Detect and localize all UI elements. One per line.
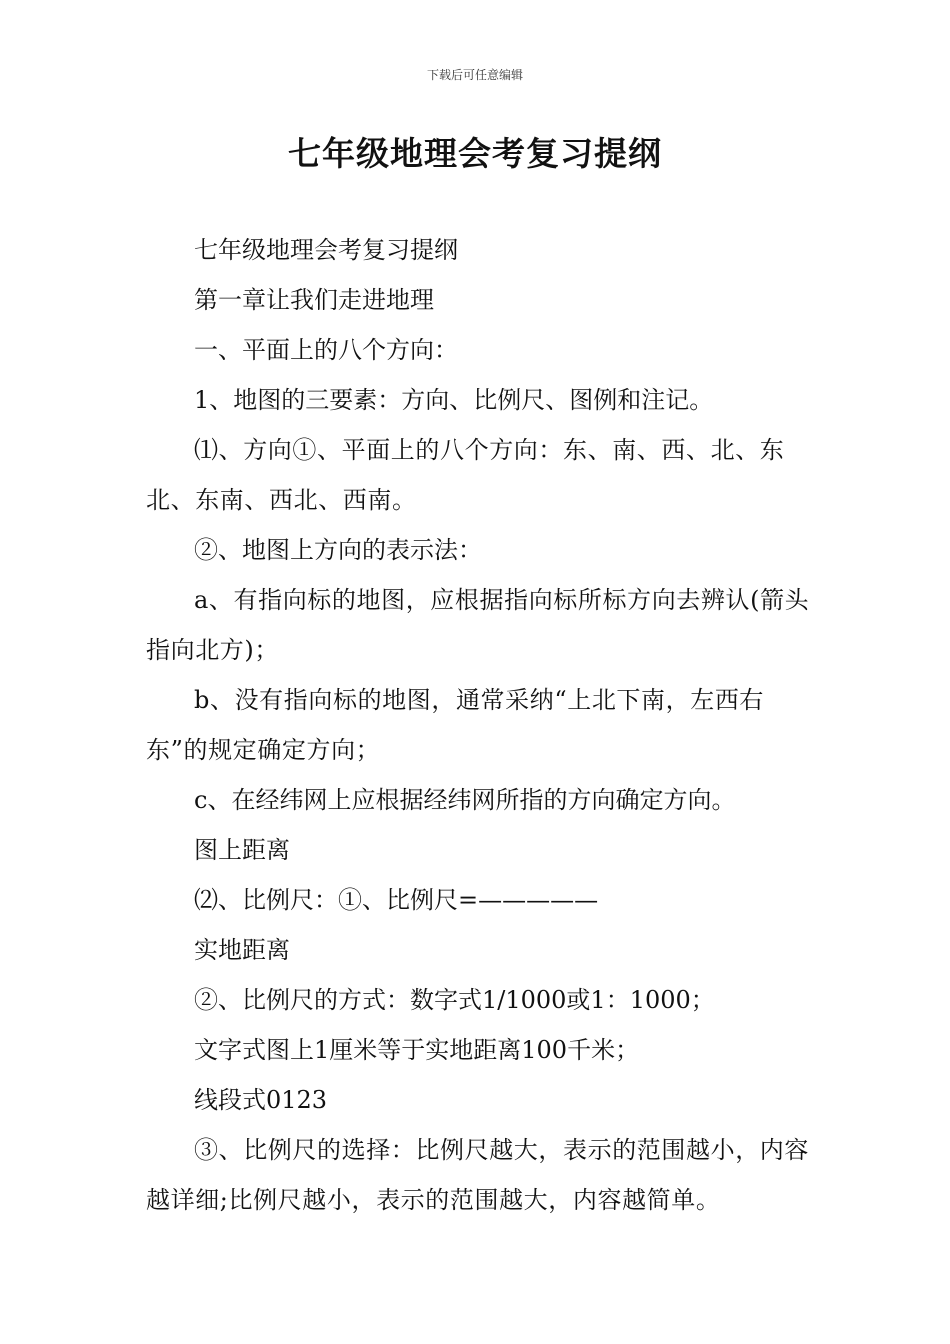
document-body xyxy=(146,225,810,1225)
paragraph-scale-line: 线段式0123 xyxy=(194,1086,328,1114)
paragraph-map-distance: 图上距离 xyxy=(194,836,290,864)
header-note: 下载后可任意编辑 xyxy=(426,68,523,82)
paragraph-section-heading: 一、平面上的八个方向： xyxy=(194,336,458,364)
paragraph-map-elements: 1、地图的三要素：方向、比例尺、图例和注记。 xyxy=(194,386,714,414)
paragraph-scale-numeric: ②、比例尺的方式：数字式1/1000或1：1000； xyxy=(194,986,715,1014)
paragraph-method-b: b、没有指向标的地图，通常采纳“上北下南，左西右东”的规定确定方向； xyxy=(146,686,765,764)
paragraph-chapter-heading: 第一章让我们走进地理 xyxy=(194,286,434,314)
paragraph-method-a: a、有指向标的地图，应根据指向标所标方向去辨认(箭头指向北方)； xyxy=(146,586,810,664)
paragraph-scale-formula: ⑵、比例尺：①、比例尺=————— xyxy=(194,886,599,914)
paragraph-subtitle: 七年级地理会考复习提纲 xyxy=(194,236,458,264)
paragraph-direction-methods: ②、地图上方向的表示法： xyxy=(194,536,482,564)
paragraph-method-c: c、在经纬网上应根据经纬网所指的方向确定方向。 xyxy=(194,786,736,814)
paragraph-actual-distance: 实地距离 xyxy=(194,936,290,964)
paragraph-directions: ⑴、方向①、平面上的八个方向：东、南、西、北、东北、东南、西北、西南。 xyxy=(146,436,785,514)
document-title: 七年级地理会考复习提纲 xyxy=(288,134,662,173)
paragraph-scale-text: 文字式图上1厘米等于实地距离100千米； xyxy=(194,1036,640,1064)
paragraph-scale-selection: ③、比例尺的选择：比例尺越大，表示的范围越小，内容越详细;比例尺越小，表示的范围越大，内容越简单。 xyxy=(146,1136,809,1214)
